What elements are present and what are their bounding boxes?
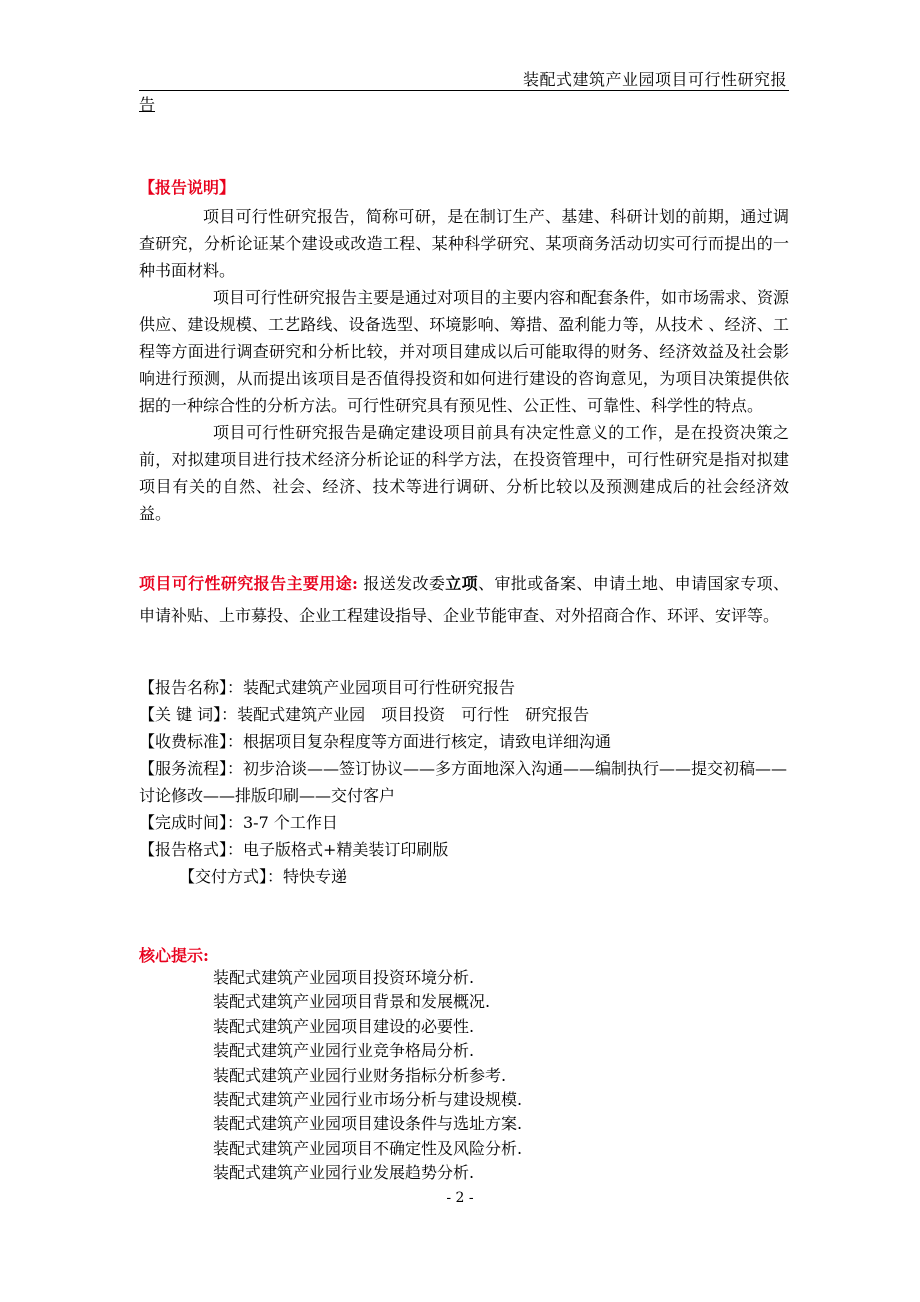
report-note-paragraph: 项目可行性研究报告主要是通过对项目的主要内容和配套条件，如市场需求、资源供应、建设规模、工艺路线、设备选型、环境影响、筹措、盈利能力等，从技术 、经济、工程等方面进行调查研究和分析比较，并对项目建成以后可能取得的财务、经济效益及社会影响进行预测，从而提出该项目是否值得投资和如何进行建设的咨询意见，为项目决策提供依据的一种综合性的分析方法。可行性研究具有预见性、公正性、可靠性、科学性的特点。	[139, 288, 790, 415]
list-item: 装配式建筑产业园项目投资环境分析.	[213, 968, 475, 987]
header-title-wrap: 告	[139, 95, 156, 114]
report-note-paragraph: 项目可行性研究报告，简称可研，是在制订生产、基建、科研计划的前期，通过调查研究，分析论证某个建设或改造工程、某种科学研究、某项商务活动切实可行而提出的一种书面材料。	[139, 207, 789, 280]
list-item: 装配式建筑产业园行业市场分析与建设规模.	[213, 1090, 523, 1110]
info-fee: 【收费标准】：根据项目复杂程度等方面进行核定，请致电详细沟通	[139, 732, 612, 751]
list-item: 装配式建筑产业园项目背景和发展概况.	[213, 992, 491, 1012]
list-item: 装配式建筑产业园行业财务指标分析参考.	[213, 1065, 507, 1085]
list-item: 装配式建筑产业园项目不确定性及风险分析.	[213, 1138, 523, 1158]
info-report-name: 【报告名称】：装配式建筑产业园项目可行性研究报告	[139, 678, 516, 697]
list-item: 装配式建筑产业园项目建设条件与选址方案.	[213, 1114, 523, 1134]
report-note-paragraph: 项目可行性研究报告是确定建设项目前具有决定性意义的工作，是在投资决策之前，对拟建项目进行技术经济分析论证的科学方法，在投资管理中，可行性研究是指对拟建项目有关的自然、社会、经济、技术等进行调研、分析比较以及预测建成后的社会经济效益。	[139, 423, 789, 523]
page-header	[139, 70, 789, 91]
usage-text-a: 报送发改委	[357, 574, 446, 593]
report-info	[139, 674, 789, 890]
usage-text-bold: 立项	[445, 574, 479, 593]
info-delivery: 【交付方式】：特快专递	[179, 867, 348, 886]
info-time: 【完成时间】：3-7 个工作日	[139, 813, 338, 832]
info-keywords: 【关 键 词】：装配式建筑产业园 项目投资 可行性 研究报告	[139, 705, 590, 724]
usage-paragraph	[139, 568, 789, 632]
usage-label: 项目可行性研究报告主要用途:	[139, 574, 358, 593]
header-title: 装配式建筑产业园项目可行性研究报	[522, 70, 787, 89]
list-item: 装配式建筑产业园行业竞争格局分析.	[213, 1041, 475, 1061]
info-format: 【报告格式】：电子版格式+精美装订印刷版	[139, 840, 449, 859]
list-item: 装配式建筑产业园行业发展趋势分析.	[213, 1163, 475, 1183]
core-hints-list	[213, 966, 522, 1186]
list-item: 装配式建筑产业园项目建设的必要性.	[213, 1016, 475, 1036]
report-note-body	[139, 203, 789, 527]
report-note-heading: 【报告说明】	[139, 178, 236, 197]
core-hints-heading: 核心提示:	[139, 946, 209, 965]
page-number: - 2 -	[446, 1190, 474, 1206]
info-process: 【服务流程】：初步洽谈——签订协议——多方面地深入沟通——编制执行——提交初稿——讨论修改——排版印刷——交付客户	[139, 759, 788, 805]
usage-text-b: 、审批或备案、申请土地、申请国家专项、申请补贴、上市募投、企业工程建设指导、企业节能审查、对外招商合作、环评、安评等。	[139, 574, 789, 625]
